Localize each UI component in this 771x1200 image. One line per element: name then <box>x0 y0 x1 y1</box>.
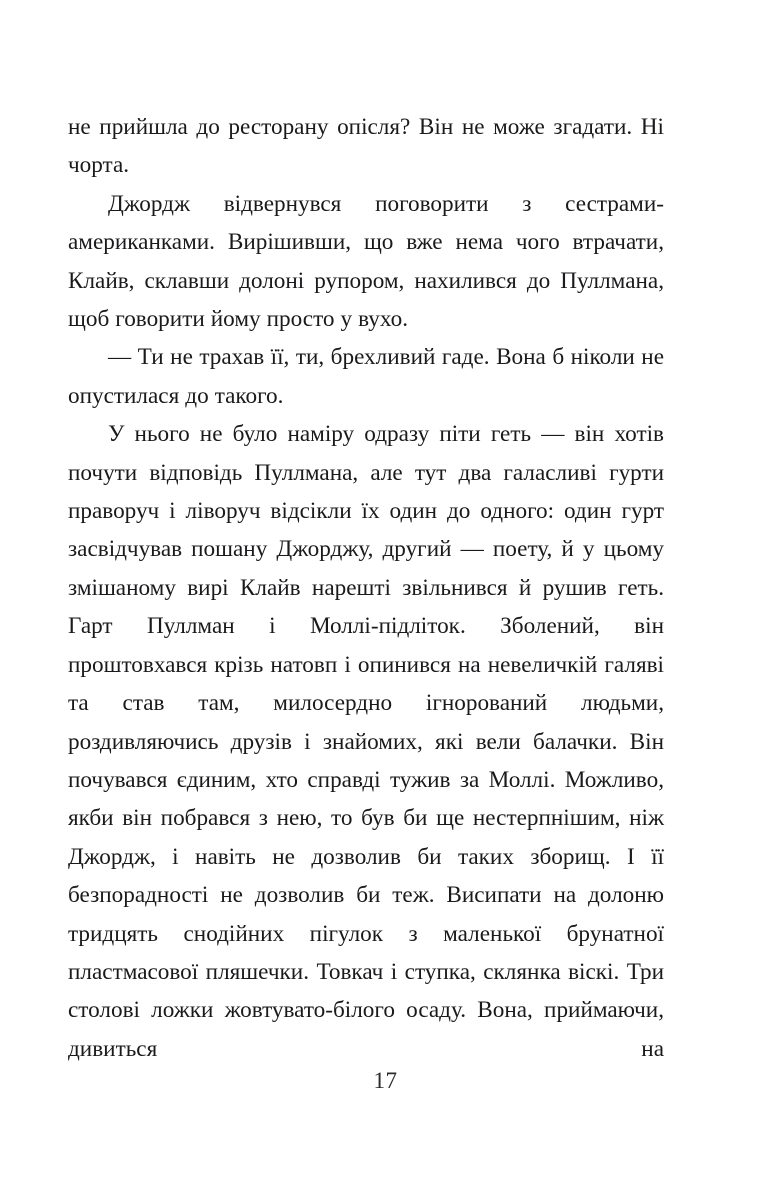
page-number: 17 <box>373 1068 398 1093</box>
paragraph-2: Джордж відвернувся поговорити з сестрами-американками. Вирішивши, що вже нема чого втрачати, Клайв, склавши долоні рупором, нахилився до Пуллмана, щоб говорити йому просто у вухо. <box>68 190 664 333</box>
paragraph-4: У нього не було наміру одразу піти геть — він хотів почути відповідь Пуллмана, але тут два галасливі гурти праворуч і ліворуч відсікли їх один до одного: один гурт засвідчував пошану Джорджу, другий — поету, й у цьому змішаному вирі Клайв нарешті звільнився й рушив геть. Гарт Пуллман і Моллі-підліток. Зболений, він проштовхався крізь натовп і опинився на невеличкій галяві та став там, милосердно ігнорований людьми, роздивляючись друзів і знайомих, які вели балачки. Він почувався єдиним, хто справді тужив за Моллі. Можливо, якби він побрався з нею, то був би ще нестерпнішим, ніж Джордж, і навіть не дозволив би таких зборищ. І її безпорадності не дозволив би теж. Висипати на долоню тридцять снодійних пігулок з маленької брунатної пластмасової пляшечки. Товкач і ступка, склянка віскі. Три столові ложки жовтувато-білого осаду. Вона, приймаючи, дивиться на <box>68 421 664 1062</box>
paragraph-3-dialogue: — Ти не трахав її, ти, брехливий гаде. Вона б ніколи не опустилася до такого. <box>68 344 664 409</box>
paragraph-1: не прийшла до ресторану опісля? Він не може згадати. Ні чорта. <box>68 114 664 179</box>
body-text-column <box>68 108 664 1068</box>
